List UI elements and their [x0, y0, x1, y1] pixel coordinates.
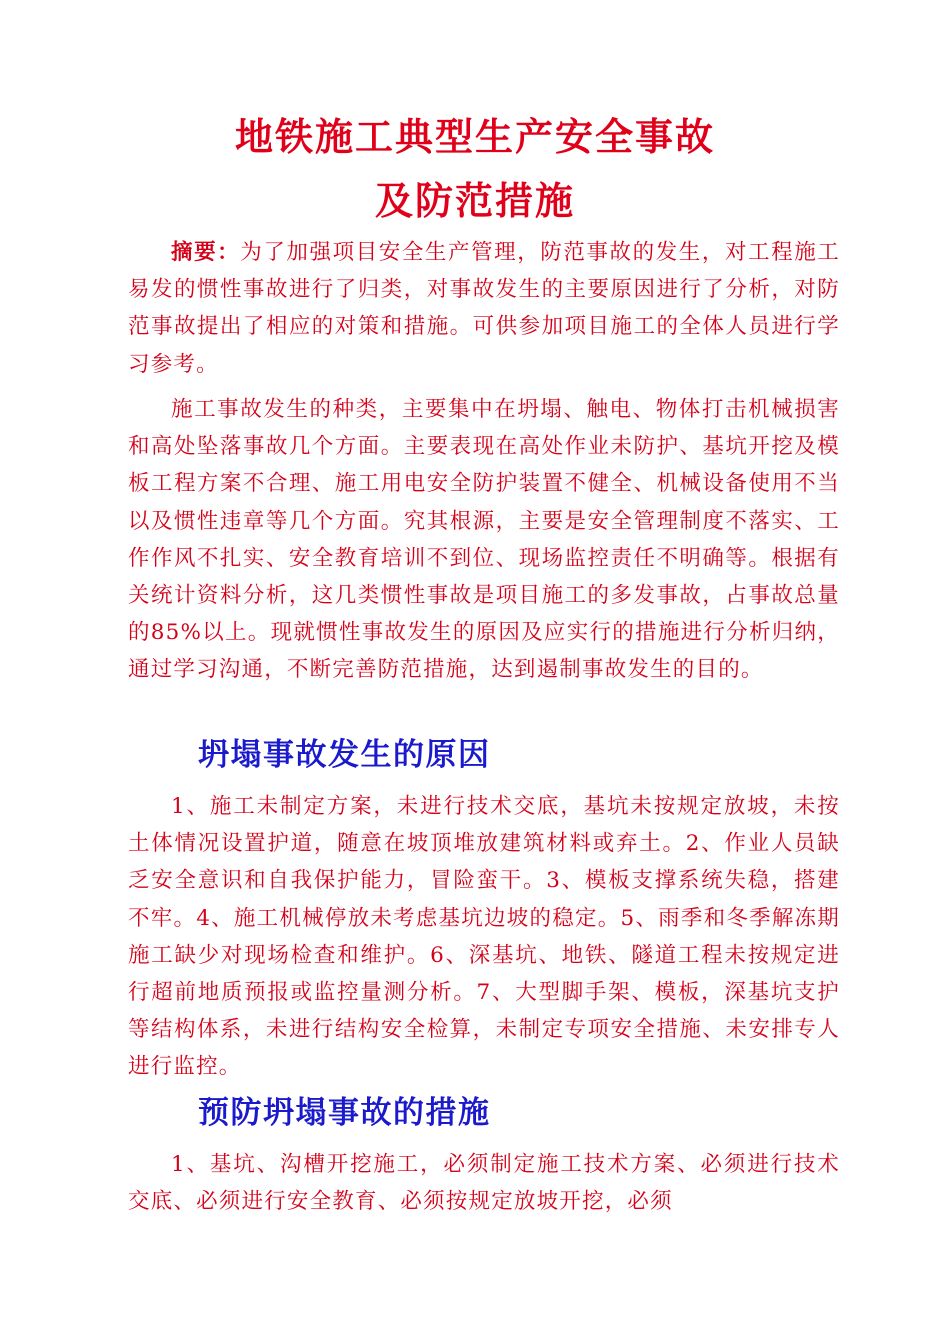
abstract-label: 摘要： — [171, 240, 241, 265]
abstract-text: 为了加强项目安全生产管理，防范事故的发生，对工程施工易发的惯性事故进行了归类，对事故发生的主要原因进行了分析，对防范事故提出了相应的对策和措施。可供参加项目施工的全体人员进行学习参考。 — [128, 240, 840, 377]
document-title-line2: 及防范措施 — [374, 179, 575, 223]
causes-paragraph: 1、施工未制定方案，未进行技术交底，基坑未按规定放坡，未按土体情况设置护道，随意在坡顶堆放建筑材料或弃土。2、作业人员缺乏安全意识和自我保护能力，冒险蛮干。3、模板支撑系统失稳，搭建不牢。4、施工机械停放未考虑基坑边坡的稳定。5、雨季和冬季解冻期施工缺少对现场检查和维护。6、深基坑、地铁、隧道工程未按规定进行超前地质预报或监控量测分析。7、大型脚手架、模板，深基坑支护等结构体系，未进行结构安全检算，未制定专项安全措施、未安排专人进行监控。 — [128, 794, 840, 1080]
heading-collapse-measures: 预防坍塌事故的措施 — [198, 1095, 491, 1131]
measures-paragraph: 1、基坑、沟槽开挖施工，必须制定施工技术方案、必须进行技术交底、必须进行安全教育、必须按规定放坡开挖，必须 — [128, 1152, 840, 1215]
heading-collapse-causes: 坍塌事故发生的原因 — [198, 737, 491, 773]
intro-paragraph: 施工事故发生的种类，主要集中在坍塌、触电、物体打击机械损害和高处坠落事故几个方面。主要表现在高处作业未防护、基坑开挖及模板工程方案不合理、施工用电安全防护装置不健全、机械设备使用不当以及惯性违章等几个方面。究其根源，主要是安全管理制度不落实、工作作风不扎实、安全教育培训不到位、现场监控责任不明确等。根据有关统计资料分析，这几类惯性事故是项目施工的多发事故，占事故总量的85%以上。现就惯性事故发生的原因及应实行的措施进行分析归纳，通过学习沟通，不断完善防范措施，达到遏制事故发生的目的。 — [128, 397, 840, 683]
abstract-paragraph — [128, 234, 840, 383]
document-title-line1: 地铁施工典型生产安全事故 — [234, 115, 715, 159]
